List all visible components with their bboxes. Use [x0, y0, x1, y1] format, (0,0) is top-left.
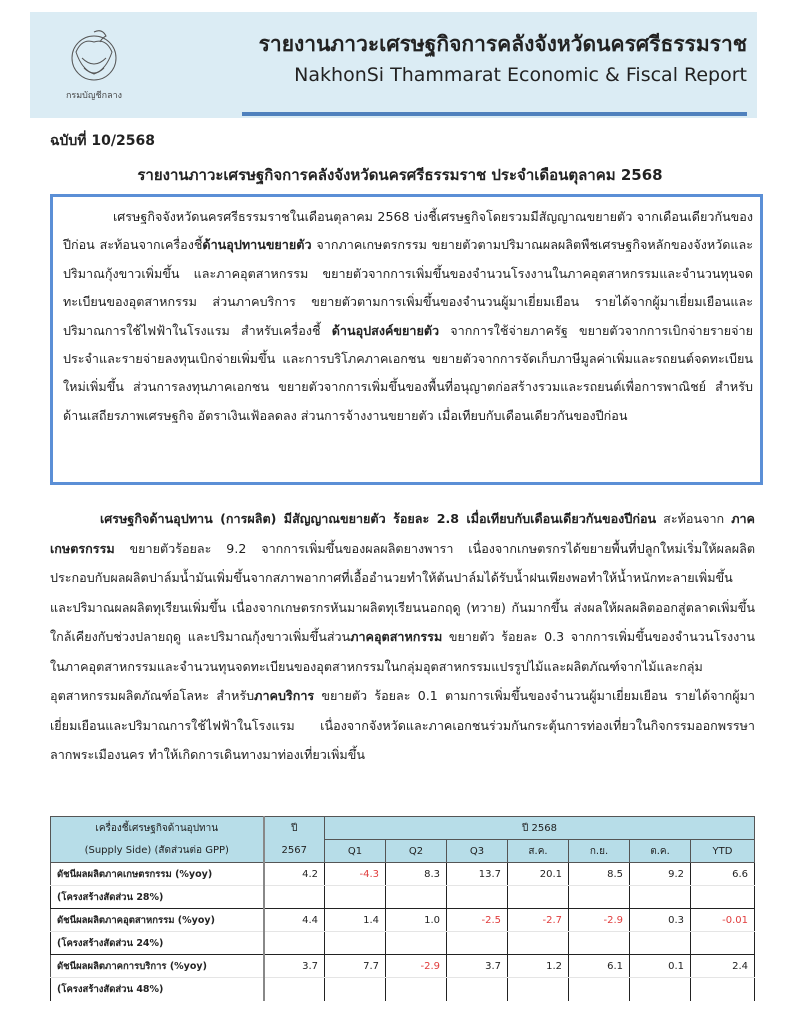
cell-aug: -2.7: [508, 909, 569, 932]
row-share: (โครงสร้างสัดส่วน 24%): [51, 932, 264, 955]
table-row-industry: [51, 909, 755, 932]
header-label-line2: (Supply Side) (สัดส่วนต่อ GPP): [51, 840, 264, 863]
header-year-prev-line1: ปี: [264, 817, 325, 840]
header-col-ytd: YTD: [691, 840, 755, 863]
header-year-current: ปี 2568: [325, 817, 755, 840]
cell-2567: 4.2: [264, 863, 325, 886]
issue-number: ฉบับที่ 10/2568: [50, 133, 155, 149]
header-title-english: NakhonSi Thammarat Economic & Fiscal Report: [294, 64, 747, 86]
table-row-services: [51, 955, 755, 978]
report-header: [30, 12, 757, 118]
cell-q1: 1.4: [325, 909, 386, 932]
cell-aug: 1.2: [508, 955, 569, 978]
cell-q3: -2.5: [447, 909, 508, 932]
cell-q2: 1.0: [386, 909, 447, 932]
header-underline: [242, 112, 747, 116]
cell-q3: 13.7: [447, 863, 508, 886]
header-year-prev-line2: 2567: [264, 840, 325, 863]
cell-ytd: 2.4: [691, 955, 755, 978]
header-col-sep: ก.ย.: [569, 840, 630, 863]
cell-oct: 0.3: [630, 909, 691, 932]
garuda-logo-icon: [58, 22, 130, 102]
row-share: (โครงสร้างสัดส่วน 28%): [51, 886, 264, 909]
header-col-q3: Q3: [447, 840, 508, 863]
summary-text: เศรษฐกิจจังหวัดนครศรีธรรมราชในเดือนตุลาคม 2568 บ่งชี้เศรษฐกิจโดยรวมมีสัญญาณขยายตัว จากเดือนเดียวกันของปีก่อน สะท้อนจากเครื่องชี้ด้านอุปทานขยายตัว จากภาคเกษตรกรรม ขยายตัวตามปริมาณผลผลิตพืชเศรษฐกิจหลักของจังหวัดและปริมาณกุ้งขาวเพิ่มขึ้น และภาคอุตสาหกรรม ขยายตัวจากการเพิ่มขึ้นของจำนวนโรงงานในภาคอุตสาหกรรมและจำนวนทุนจดทะเบียนของอุตสาหกรรม ส่วนภาคบริการ ขยายตัวตามการเพิ่มขึ้นของจำนวนผู้มาเยี่ยมเยือน รายได้จากผู้มาเยี่ยมเยือนและปริมาณการใช้ไฟฟ้าในโรงแรม สำหรับเครื่องชี้ ด้านอุปสงค์ขยายตัว จากการใช้จ่ายภาครัฐ ขยายตัวจากการเบิกจ่ายรายจ่ายประจำและรายจ่ายลงทุนเบิกจ่ายเพิ่มขึ้น และการบริโภคภาคเอกชน ขยายตัวจากการจัดเก็บภาษีมูลค่าเพิ่มและรถยนต์จดทะเบียนใหม่เพิ่มขึ้น ส่วนการลงทุนภาคเอกชน ขยายตัวจากการเพิ่มขึ้นของพื้นที่อนุญาตก่อสร้างรวมและรถยนต์เพื่อการพาณิชย์ สำหรับด้านเสถียรภาพเศรษฐกิจ อัตราเงินเฟ้อลดลง ส่วนการจ้างงานขยายตัว เมื่อเทียบกับเดือนเดียวกันของปีก่อน: [63, 209, 753, 423]
cell-aug: 20.1: [508, 863, 569, 886]
table-subrow-industry: [51, 932, 755, 955]
cell-2567: 3.7: [264, 955, 325, 978]
cell-sep: -2.9: [569, 909, 630, 932]
header-col-oct: ต.ค.: [630, 840, 691, 863]
table-row-agriculture: [51, 863, 755, 886]
cell-ytd: 6.6: [691, 863, 755, 886]
cell-q1: 7.7: [325, 955, 386, 978]
row-label: ดัชนีผลผลิตภาคการบริการ (%yoy): [51, 955, 264, 978]
cell-q3: 3.7: [447, 955, 508, 978]
row-label: ดัชนีผลผลิตภาคอุตสาหกรรม (%yoy): [51, 909, 264, 932]
cell-q2: -2.9: [386, 955, 447, 978]
supply-side-table: [50, 816, 755, 1001]
table-subrow-agriculture: [51, 886, 755, 909]
cell-oct: 9.2: [630, 863, 691, 886]
report-title: รายงานภาวะเศรษฐกิจการคลังจังหวัดนครศรีธรรมราช ประจำเดือนตุลาคม 2568: [137, 166, 663, 184]
cell-oct: 0.1: [630, 955, 691, 978]
row-share: (โครงสร้างสัดส่วน 48%): [51, 978, 264, 1001]
supply-side-paragraph: เศรษฐกิจด้านอุปทาน (การผลิต) มีสัญญาณขยายตัว ร้อยละ 2.8 เมื่อเทียบกับเดือนเดียวกันของปีก่อน สะท้อนจาก ภาคเกษตรกรรม ขยายตัวร้อยละ 9.2 จากการเพิ่มขึ้นของผลผลิตยางพารา เนื่องจากเกษตรกรได้ขยายพื้นที่ปลูกใหม่เริ่มให้ผลผลิต ประกอบกับผลผลิตปาล์มน้ำมันเพิ่มขึ้นจากสภาพอากาศที่เอื้ออำนวยทำให้ต้นปาล์มได้รับน้ำฝนเพียงพอทำให้น้ำหนักทะลายเพิ่มขึ้น และปริมาณผลผลิตทุเรียนเพิ่มขึ้น เนื่องจากเกษตรกรหันมาผลิตทุเรียนนอกฤดู (ทวาย) กันมากขึ้น ส่งผลให้ผลผลิตออกสู่ตลาดเพิ่มขึ้นใกล้เคียงกับช่วงปลายฤดู และปริมาณกุ้งขาวเพิ่มขึ้นส่วนภาคอุตสาหกรรม ขยายตัว ร้อยละ 0.3 จากการเพิ่มขึ้นของจำนวนโรงงานในภาคอุตสาหกรรมและจำนวนทุนจดทะเบียนของอุตสาหกรรมในกลุ่มอุตสาหกรรมแปรรูปไม้และผลิตภัณฑ์จากไม้และกลุ่มอุตสาหกรรมผลิตภัณฑ์อโลหะ สำหรับภาคบริการ ขยายตัว ร้อยละ 0.1 ตามการเพิ่มขึ้นของจำนวนผู้มาเยี่ยมเยือน รายได้จากผู้มาเยี่ยมเยือนและปริมาณการใช้ไฟฟ้าในโรงแรม เนื่องจากจังหวัดและภาคเอกชนร่วมกันกระตุ้นการท่องเที่ยวในกิจกรรมออกพรรษาลากพระเมืองนคร ทำให้เกิดการเดินทางมาท่องเที่ยวเพิ่มขึ้น: [50, 511, 755, 762]
header-col-q2: Q2: [386, 840, 447, 863]
cell-ytd: -0.01: [691, 909, 755, 932]
header-col-aug: ส.ค.: [508, 840, 569, 863]
summary-box: [50, 194, 763, 485]
table-subrow-services: [51, 978, 755, 1001]
logo-text: กรมบัญชีกลาง: [65, 91, 123, 101]
header-label-line1: เครื่องชี้เศรษฐกิจด้านอุปทาน: [51, 817, 264, 840]
row-label: ดัชนีผลผลิตภาคเกษตรกรรม (%yoy): [51, 863, 264, 886]
table-header-row-2: [51, 840, 755, 863]
cell-q2: 8.3: [386, 863, 447, 886]
header-col-q1: Q1: [325, 840, 386, 863]
table-header-row-1: [51, 817, 755, 840]
header-title-thai: รายงานภาวะเศรษฐกิจการคลังจังหวัดนครศรีธรรมราช: [258, 32, 747, 56]
cell-2567: 4.4: [264, 909, 325, 932]
cell-q1: -4.3: [325, 863, 386, 886]
cell-sep: 6.1: [569, 955, 630, 978]
cell-sep: 8.5: [569, 863, 630, 886]
